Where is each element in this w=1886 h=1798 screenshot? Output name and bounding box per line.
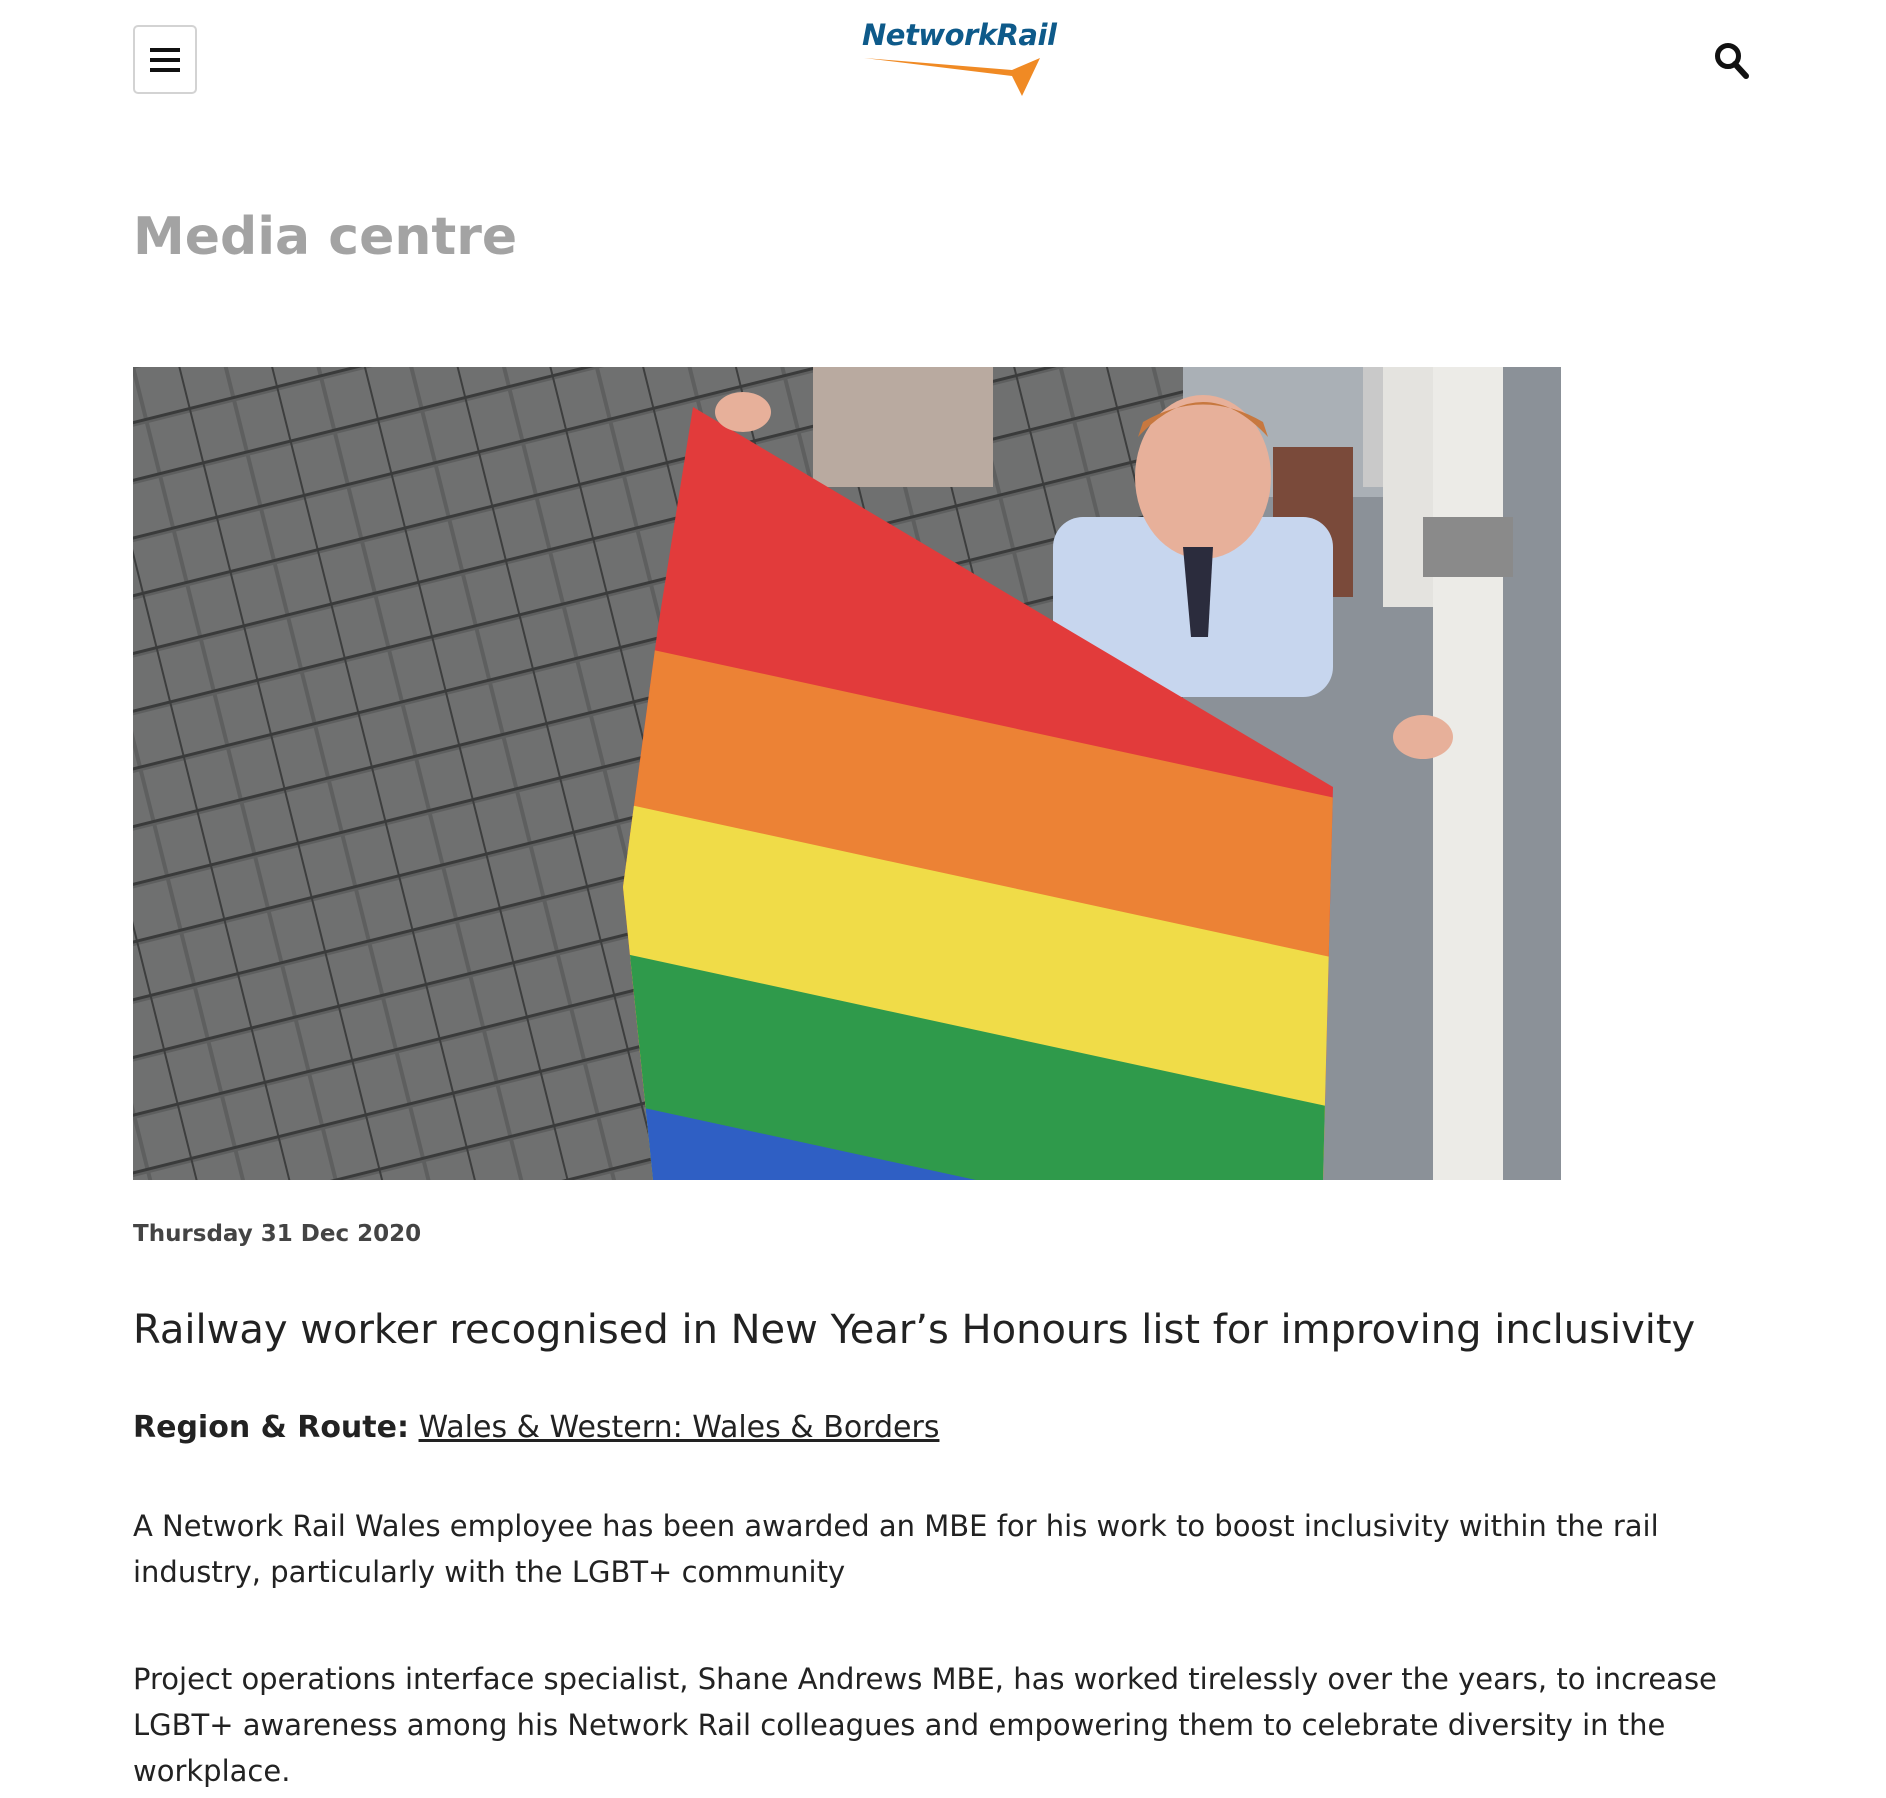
article-headline: Railway worker recognised in New Year’s Honours list for improving inclusivity [133, 1307, 1696, 1353]
article-intro-paragraph: A Network Rail Wales employee has been awarded an MBE for his work to boost inclusivity within the rail industry, particularly with the LGBT+ community [133, 1509, 1659, 1589]
article-body-paragraph: Project operations interface specialist, Shane Andrews MBE, has worked tirelessly over the years, to increase LGBT+ awareness among his Network Rail colleagues and empowering them to celebrate diversity in the workplace. [133, 1662, 1717, 1788]
search-button[interactable] [1714, 42, 1750, 80]
menu-button[interactable] [133, 25, 197, 94]
network-rail-logo[interactable] [862, 18, 1058, 98]
logo-text: NetworkRail [862, 18, 1057, 52]
logo-swoosh-icon [862, 18, 1058, 98]
region-route-label: Region & Route: [133, 1410, 409, 1445]
page-title: Media centre [133, 207, 518, 267]
article-hero-image [133, 367, 1561, 1180]
article-date: Thursday 31 Dec 2020 [133, 1221, 422, 1247]
region-route [133, 1410, 939, 1445]
search-icon [1714, 42, 1750, 80]
hamburger-icon [150, 47, 180, 73]
region-route-link[interactable]: Wales & Western: Wales & Borders [418, 1410, 940, 1445]
